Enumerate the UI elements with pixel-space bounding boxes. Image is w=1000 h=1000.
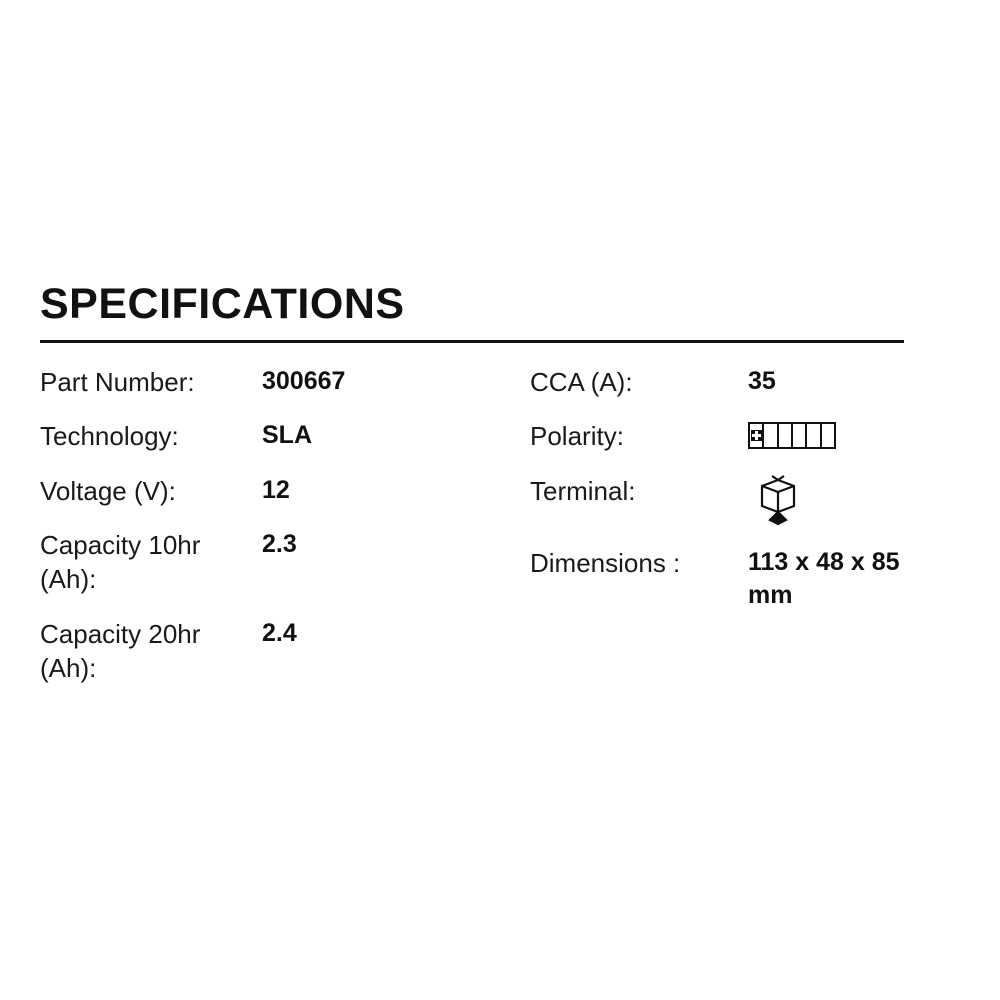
spec-row-capacity-10hr [40,528,530,597]
spec-label-capacity-10hr: Capacity 10hr (Ah): [40,529,201,595]
spec-row-cca [530,365,950,399]
spec-label-polarity: Polarity: [530,421,624,452]
spec-label-voltage: Voltage (V): [40,475,176,506]
page-title: SPECIFICATIONS [40,280,405,328]
specifications-block [40,280,960,685]
spec-row-capacity-20hr [40,617,530,686]
spec-value-part-number: 300667 [262,367,346,395]
spec-value-dimensions: 113 x 48 x 85 mm [748,547,900,609]
specs-column-right [530,365,950,612]
specs-column-left [40,365,530,685]
spec-value-technology: SLA [262,421,312,450]
spec-label-dimensions: Dimensions : [530,547,681,578]
spec-label-part-number: Part Number: [40,367,195,397]
spec-label-terminal: Terminal: [530,475,636,506]
spec-value-voltage: 12 [262,475,290,504]
polarity-positive-left-icon [748,419,836,449]
spec-value-capacity-10hr: 2.3 [262,529,297,558]
spec-row-dimensions [530,546,950,612]
spec-label-technology: Technology: [40,421,179,452]
spec-row-terminal [530,474,950,526]
specs-columns [40,365,960,685]
spec-row-polarity [530,419,950,453]
spec-label-capacity-20hr: Capacity 20hr (Ah): [40,618,201,683]
title-divider [40,340,904,343]
spec-label-cca: CCA (A): [530,367,633,397]
spec-row-technology [40,419,530,453]
spec-row-voltage [40,474,530,508]
spec-value-cca: 35 [748,367,776,395]
spec-row-part-number [40,365,530,399]
spec-value-capacity-20hr: 2.4 [262,618,297,647]
terminal-bolt-icon [748,472,806,526]
